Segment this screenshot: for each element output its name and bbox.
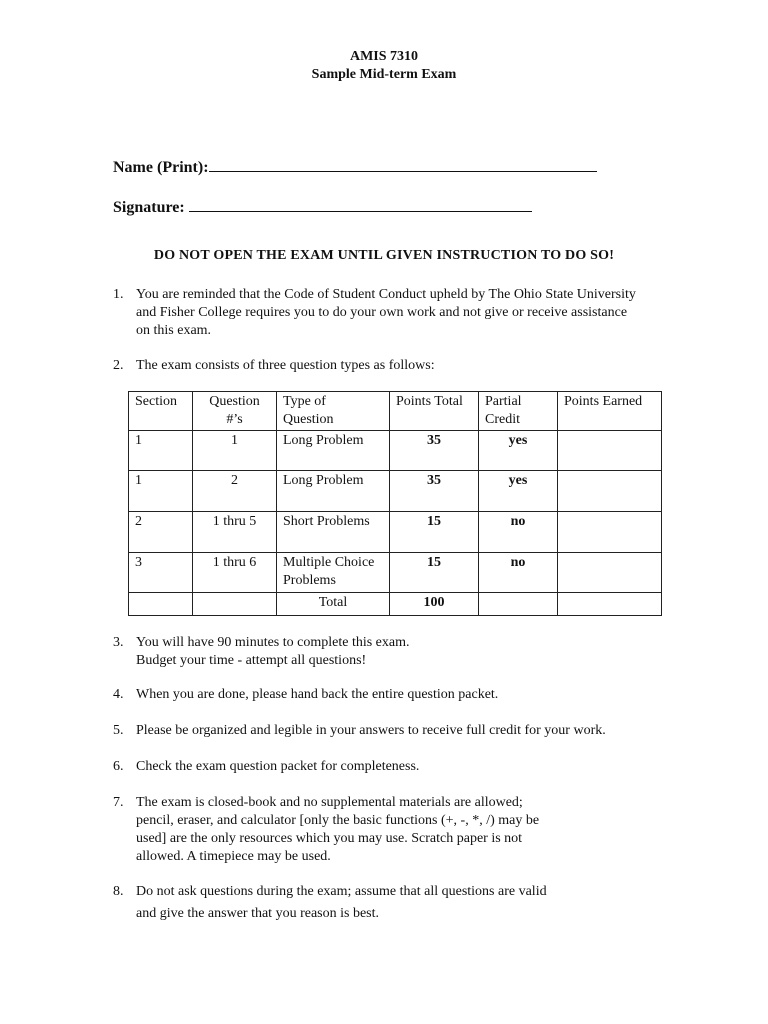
question-types-table	[128, 391, 662, 616]
header-question: Question #’s	[193, 392, 277, 431]
points-earned-cell	[558, 431, 662, 471]
course-number: AMIS 7310	[349, 49, 419, 64]
header-partial-credit: Partial Credit	[479, 392, 558, 431]
table-row: 3 1 thru 6 Multiple Choice Problems 15 no	[129, 553, 662, 593]
name-field	[113, 155, 597, 178]
points-earned-cell	[558, 553, 662, 593]
points-earned-cell	[558, 471, 662, 512]
signature-field	[113, 195, 532, 218]
signature-line	[189, 195, 532, 212]
points-earned-cell	[558, 512, 662, 553]
header-section: Section	[129, 392, 193, 431]
total-points: 100	[390, 593, 479, 616]
table-row: 2 1 thru 5 Short Problems 15 no	[129, 512, 662, 553]
warning-text: DO NOT OPEN THE EXAM UNTIL GIVEN INSTRUCTION TO DO SO!	[153, 248, 615, 263]
header-points-earned: Points Earned	[558, 392, 662, 431]
table-row: 1 2 Long Problem 35 yes	[129, 471, 662, 512]
total-label: Total	[277, 593, 390, 616]
header-points-total: Points Total	[390, 392, 479, 431]
exam-title: Sample Mid-term Exam	[311, 67, 457, 82]
signature-label: Signature:	[113, 199, 185, 216]
name-label: Name (Print):	[113, 159, 209, 176]
name-line	[209, 155, 597, 172]
table-header-row	[129, 392, 662, 431]
total-points-earned-cell	[558, 593, 662, 616]
header-type: Type of Question	[277, 392, 390, 431]
table-row: 1 1 Long Problem 35 yes	[129, 431, 662, 471]
table-total-row	[129, 593, 662, 616]
